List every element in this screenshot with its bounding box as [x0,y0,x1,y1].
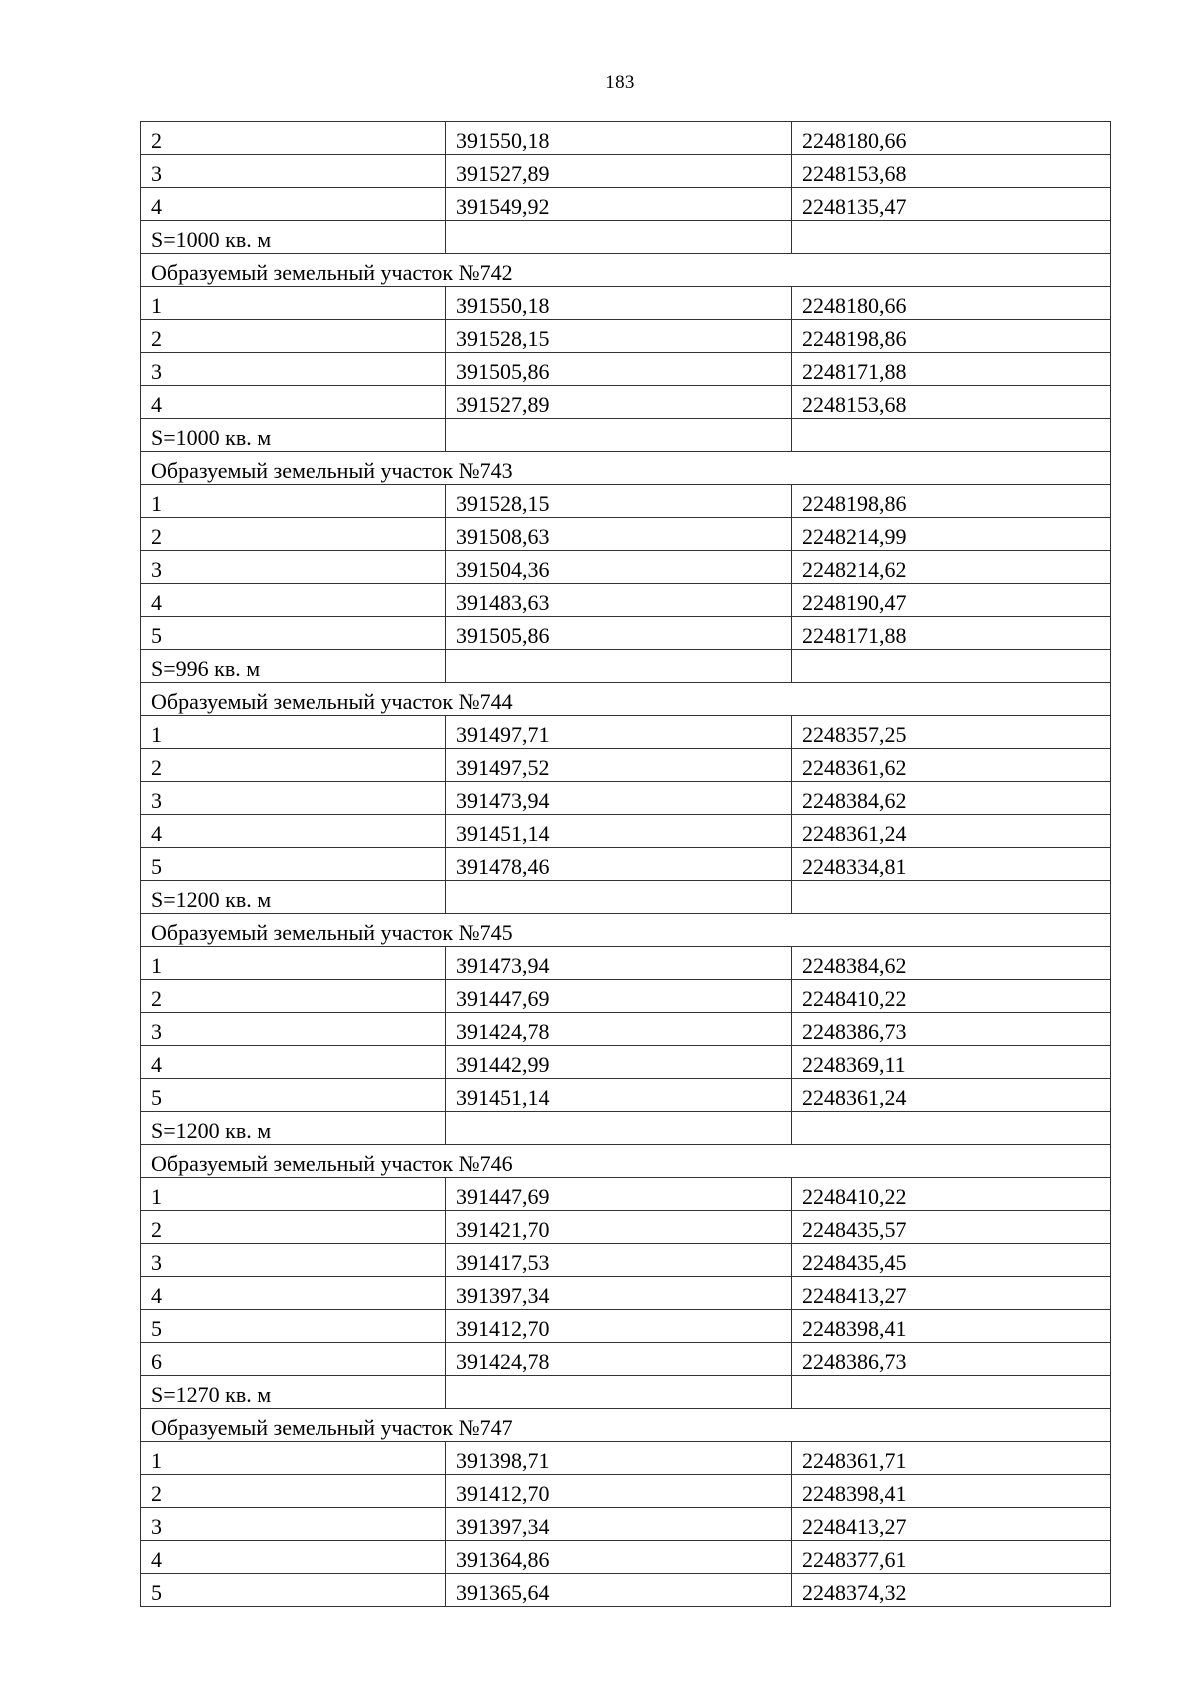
point-row [141,617,1111,650]
point-number: 3 [141,1013,446,1046]
point-number: 4 [141,188,446,221]
point-number: 2 [141,1475,446,1508]
y-coordinate: 2248135,47 [792,188,1111,221]
y-coordinate: 2248435,45 [792,1244,1111,1277]
x-coordinate: 391447,69 [446,980,792,1013]
y-coordinate: 2248384,62 [792,947,1111,980]
point-number: 1 [141,1178,446,1211]
parcel-header-row [141,1409,1111,1442]
point-row [141,353,1111,386]
empty-cell [446,881,792,914]
point-number: 4 [141,1046,446,1079]
x-coordinate: 391397,34 [446,1277,792,1310]
y-coordinate: 2248214,99 [792,518,1111,551]
x-coordinate: 391497,71 [446,716,792,749]
x-coordinate: 391398,71 [446,1442,792,1475]
point-row [141,947,1111,980]
point-number: 5 [141,617,446,650]
point-row [141,518,1111,551]
empty-cell [792,650,1111,683]
point-row [141,1343,1111,1376]
empty-cell [792,221,1111,254]
parcel-title: Образуемый земельный участок №744 [141,683,1111,716]
x-coordinate: 391504,36 [446,551,792,584]
x-coordinate: 391550,18 [446,287,792,320]
point-number: 6 [141,1343,446,1376]
point-number: 2 [141,1211,446,1244]
empty-cell [446,650,792,683]
point-row [141,815,1111,848]
point-number: 2 [141,980,446,1013]
y-coordinate: 2248171,88 [792,353,1111,386]
point-row [141,1211,1111,1244]
parcel-title: Образуемый земельный участок №743 [141,452,1111,485]
point-number: 3 [141,155,446,188]
area-value: S=1200 кв. м [141,881,446,914]
x-coordinate: 391528,15 [446,485,792,518]
area-value: S=1270 кв. м [141,1376,446,1409]
point-number: 4 [141,1541,446,1574]
y-coordinate: 2248180,66 [792,287,1111,320]
point-row [141,1574,1111,1607]
point-row [141,188,1111,221]
x-coordinate: 391505,86 [446,617,792,650]
y-coordinate: 2248214,62 [792,551,1111,584]
point-number: 5 [141,1079,446,1112]
point-number: 4 [141,1277,446,1310]
point-row [141,287,1111,320]
point-row [141,485,1111,518]
y-coordinate: 2248190,47 [792,584,1111,617]
y-coordinate: 2248398,41 [792,1310,1111,1343]
x-coordinate: 391364,86 [446,1541,792,1574]
empty-cell [792,881,1111,914]
y-coordinate: 2248369,11 [792,1046,1111,1079]
point-row [141,782,1111,815]
x-coordinate: 391421,70 [446,1211,792,1244]
point-number: 3 [141,1508,446,1541]
x-coordinate: 391549,92 [446,188,792,221]
x-coordinate: 391412,70 [446,1310,792,1343]
x-coordinate: 391505,86 [446,353,792,386]
y-coordinate: 2248435,57 [792,1211,1111,1244]
y-coordinate: 2248171,88 [792,617,1111,650]
x-coordinate: 391447,69 [446,1178,792,1211]
x-coordinate: 391412,70 [446,1475,792,1508]
parcel-title: Образуемый земельный участок №745 [141,914,1111,947]
parcel-header-row [141,683,1111,716]
parcel-title: Образуемый земельный участок №746 [141,1145,1111,1178]
x-coordinate: 391473,94 [446,947,792,980]
empty-cell [446,1376,792,1409]
empty-cell [792,1112,1111,1145]
y-coordinate: 2248361,71 [792,1442,1111,1475]
y-coordinate: 2248386,73 [792,1343,1111,1376]
y-coordinate: 2248374,32 [792,1574,1111,1607]
y-coordinate: 2248198,86 [792,320,1111,353]
point-number: 5 [141,848,446,881]
y-coordinate: 2248198,86 [792,485,1111,518]
x-coordinate: 391424,78 [446,1013,792,1046]
area-row [141,419,1111,452]
area-value: S=1000 кв. м [141,419,446,452]
point-row [141,1508,1111,1541]
point-row [141,1244,1111,1277]
point-row [141,1541,1111,1574]
empty-cell [446,1112,792,1145]
y-coordinate: 2248153,68 [792,386,1111,419]
point-row [141,1079,1111,1112]
parcel-header-row [141,1145,1111,1178]
point-number: 1 [141,1442,446,1475]
point-number: 2 [141,749,446,782]
y-coordinate: 2248180,66 [792,122,1111,155]
point-row [141,1013,1111,1046]
point-row [141,749,1111,782]
x-coordinate: 391527,89 [446,155,792,188]
point-number: 3 [141,1244,446,1277]
empty-cell [792,1376,1111,1409]
y-coordinate: 2248398,41 [792,1475,1111,1508]
coordinates-table-body [141,122,1111,1607]
x-coordinate: 391497,52 [446,749,792,782]
area-row [141,1376,1111,1409]
point-number: 2 [141,122,446,155]
empty-cell [446,221,792,254]
point-row [141,386,1111,419]
point-row [141,155,1111,188]
point-row [141,716,1111,749]
point-number: 1 [141,485,446,518]
point-number: 4 [141,815,446,848]
coordinates-table [140,121,1111,1607]
y-coordinate: 2248361,24 [792,815,1111,848]
point-row [141,1178,1111,1211]
x-coordinate: 391528,15 [446,320,792,353]
x-coordinate: 391508,63 [446,518,792,551]
area-row [141,1112,1111,1145]
page-number: 183 [605,72,635,93]
point-row [141,122,1111,155]
y-coordinate: 2248361,24 [792,1079,1111,1112]
point-row [141,1277,1111,1310]
y-coordinate: 2248386,73 [792,1013,1111,1046]
x-coordinate: 391550,18 [446,122,792,155]
point-number: 4 [141,584,446,617]
parcel-title: Образуемый земельный участок №747 [141,1409,1111,1442]
point-row [141,320,1111,353]
x-coordinate: 391417,53 [446,1244,792,1277]
y-coordinate: 2248410,22 [792,1178,1111,1211]
point-row [141,980,1111,1013]
point-number: 5 [141,1574,446,1607]
empty-cell [446,419,792,452]
point-number: 2 [141,518,446,551]
area-row [141,221,1111,254]
parcel-header-row [141,254,1111,287]
point-number: 1 [141,716,446,749]
x-coordinate: 391424,78 [446,1343,792,1376]
point-row [141,1310,1111,1343]
point-number: 2 [141,320,446,353]
x-coordinate: 391473,94 [446,782,792,815]
parcel-header-row [141,452,1111,485]
x-coordinate: 391527,89 [446,386,792,419]
point-row [141,848,1111,881]
x-coordinate: 391397,34 [446,1508,792,1541]
empty-cell [792,419,1111,452]
x-coordinate: 391483,63 [446,584,792,617]
y-coordinate: 2248384,62 [792,782,1111,815]
y-coordinate: 2248357,25 [792,716,1111,749]
point-number: 4 [141,386,446,419]
point-row [141,1442,1111,1475]
point-number: 1 [141,947,446,980]
area-row [141,650,1111,683]
point-row [141,1046,1111,1079]
x-coordinate: 391478,46 [446,848,792,881]
point-number: 3 [141,782,446,815]
x-coordinate: 391451,14 [446,1079,792,1112]
x-coordinate: 391451,14 [446,815,792,848]
y-coordinate: 2248153,68 [792,155,1111,188]
y-coordinate: 2248413,27 [792,1277,1111,1310]
area-value: S=1000 кв. м [141,221,446,254]
y-coordinate: 2248413,27 [792,1508,1111,1541]
area-value: S=996 кв. м [141,650,446,683]
x-coordinate: 391365,64 [446,1574,792,1607]
area-row [141,881,1111,914]
point-number: 1 [141,287,446,320]
y-coordinate: 2248377,61 [792,1541,1111,1574]
point-row [141,584,1111,617]
area-value: S=1200 кв. м [141,1112,446,1145]
x-coordinate: 391442,99 [446,1046,792,1079]
point-row [141,551,1111,584]
point-number: 3 [141,551,446,584]
parcel-title: Образуемый земельный участок №742 [141,254,1111,287]
parcel-header-row [141,914,1111,947]
y-coordinate: 2248361,62 [792,749,1111,782]
y-coordinate: 2248334,81 [792,848,1111,881]
y-coordinate: 2248410,22 [792,980,1111,1013]
point-number: 3 [141,353,446,386]
point-number: 5 [141,1310,446,1343]
point-row [141,1475,1111,1508]
